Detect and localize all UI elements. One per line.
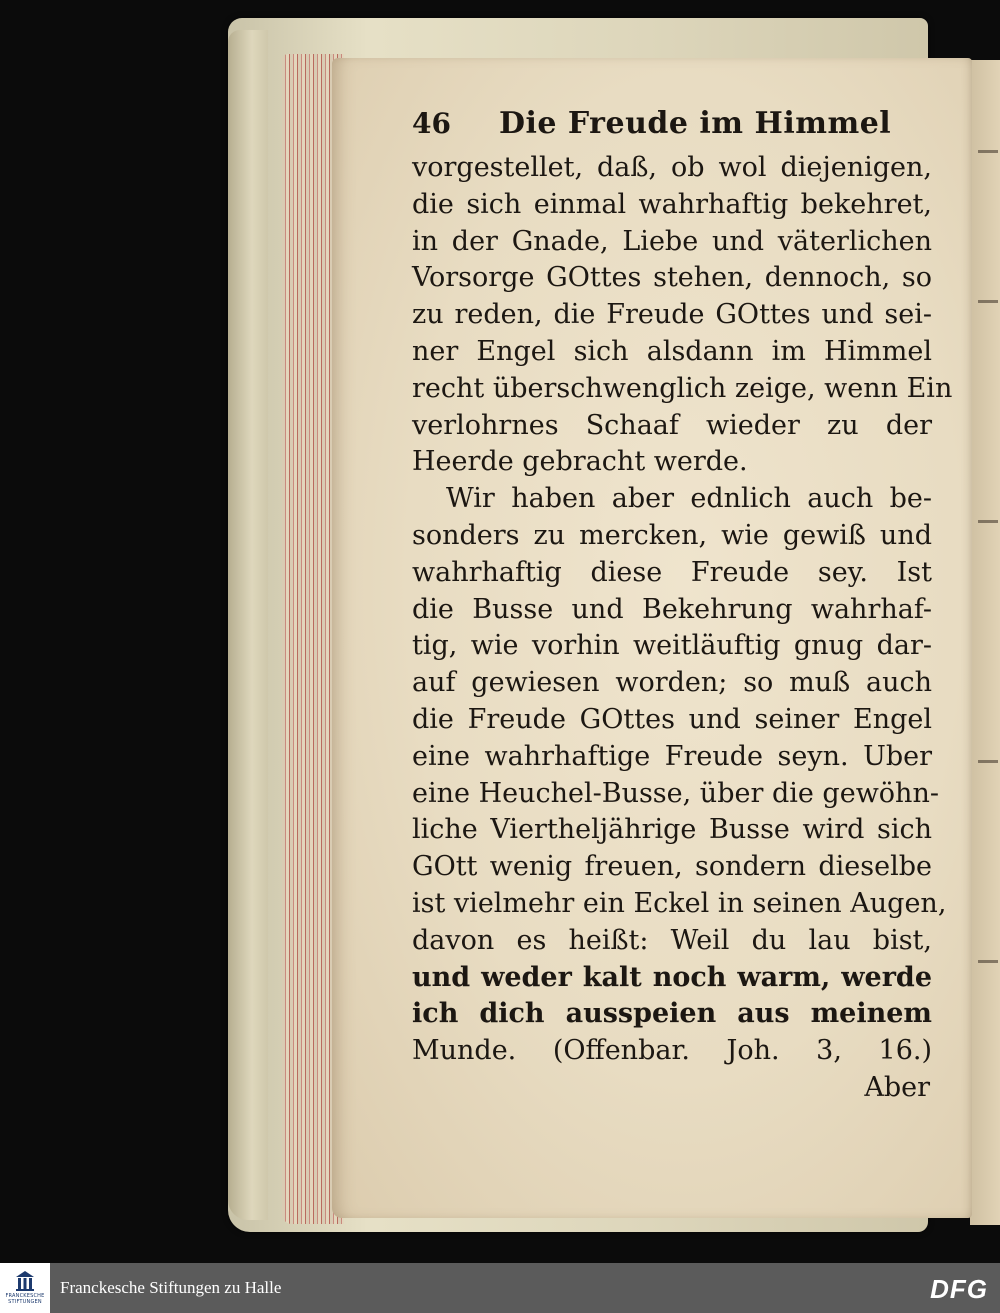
text-line: Vorsorge GOttes stehen, dennoch, so: [412, 262, 932, 294]
logo-text-line: FRANCKESCHE: [5, 1293, 45, 1299]
show-through-mark: [978, 760, 998, 763]
text-line: die sich einmal wahrhaftig bekehret,: [412, 188, 932, 220]
text-line: liche Viertheljährige Busse wird sich: [412, 814, 932, 846]
text-line: sonders zu mercken, wie gewiß und: [412, 519, 932, 551]
facing-page-edge: [970, 60, 1000, 1225]
show-through-mark: [978, 520, 998, 523]
text-line: zu reden, die Freude GOttes und sei-: [412, 299, 932, 331]
text-line: die Freude GOttes und seiner Engel: [412, 703, 932, 735]
text-line: GOtt wenig freuen, sondern dieselbe: [412, 851, 932, 883]
logo-text: [5, 1293, 44, 1305]
dfg-logo[interactable]: DFG: [930, 1274, 988, 1304]
institution-logo[interactable]: [0, 1263, 50, 1313]
text-line: die Busse und Bekehrung wahrhaf-: [412, 593, 932, 625]
page-number: 46: [412, 107, 451, 140]
text-line: recht überschwenglich zeige, wenn Ein: [412, 372, 953, 404]
text-line: eine Heuchel-Busse, über die gewöhn-: [412, 777, 939, 809]
book-spine: [228, 30, 268, 1220]
footer-bar: [0, 1263, 1000, 1313]
text-line: Heerde gebracht werde.: [412, 446, 748, 478]
text-line: und weder kalt noch warm, werde: [412, 961, 932, 993]
text-line: verlohrnes Schaaf wieder zu der: [412, 409, 932, 441]
page-text: [412, 98, 953, 1107]
logo-text-line: STIFTUNGEN: [8, 1299, 42, 1305]
text-line: wahrhaftig diese Freude sey. Ist: [412, 556, 932, 588]
page-header: [412, 98, 932, 150]
text-line: ner Engel sich alsdann im Himmel: [412, 335, 932, 367]
text-line: davon es heißt: Weil du lau bist,: [412, 924, 932, 956]
show-through-mark: [978, 300, 998, 303]
institution-name[interactable]: Franckesche Stiftungen zu Halle: [60, 1278, 282, 1297]
text-line: vorgestellet, daß, ob wol diejenigen,: [412, 152, 932, 183]
show-through-mark: [978, 960, 998, 963]
text-line: in der Gnade, Liebe und väterlichen: [412, 225, 932, 257]
running-title: Die Freude im Himmel: [498, 106, 892, 141]
text-line: Wir haben aber ednlich auch be-: [446, 483, 932, 515]
text-line: Munde. (Offenbar. Joh. 3, 16.): [412, 1035, 932, 1067]
text-line: auf gewiesen worden; so muß auch: [412, 667, 932, 699]
text-line: tig, wie vorhin weitläuftig gnug dar-: [412, 630, 932, 662]
text-line: eine wahrhaftige Freude seyn. Uber: [412, 740, 932, 772]
catchword: Aber: [864, 1071, 930, 1103]
show-through-mark: [978, 150, 998, 153]
text-line: ich dich ausspeien aus meinem: [412, 998, 932, 1030]
text-line: ist vielmehr ein Eckel in seinen Augen,: [412, 887, 947, 919]
building-logo-icon: [16, 1271, 34, 1291]
